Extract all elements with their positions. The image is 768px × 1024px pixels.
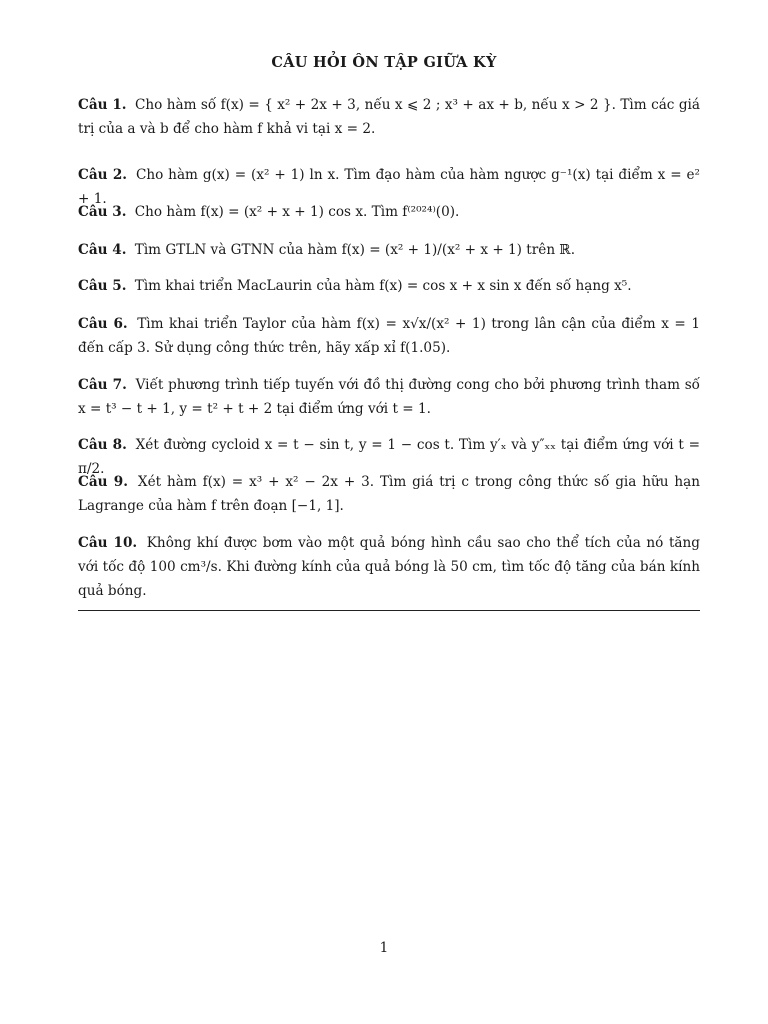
question-3 xyxy=(78,200,700,224)
question-text: Tìm khai triển MacLaurin của hàm f(x) = cos x + x sin x đến số hạng x⁵. xyxy=(134,278,632,294)
question-label: Câu 2. xyxy=(78,167,128,183)
question-10 xyxy=(78,531,700,603)
question-5 xyxy=(78,274,700,298)
question-text: Không khí được bơm vào một quả bóng hình cầu sao cho thể tích của nó tăng với tốc độ 100 cm³/s. Khi đường kính của quả bóng là 50 cm, tìm tốc độ tăng của bán kính quả bóng. xyxy=(78,535,700,599)
question-label: Câu 1. xyxy=(78,97,127,113)
question-label: Câu 3. xyxy=(78,204,127,220)
question-text: Cho hàm g(x) = (x² + 1) ln x. Tìm đạo hàm của hàm ngược g⁻¹(x) tại điểm x = e² + 1. xyxy=(78,167,701,207)
question-label: Câu 4. xyxy=(78,242,127,258)
question-text: Tìm GTLN và GTNN của hàm f(x) = (x² + 1)/(x² + x + 1) trên ℝ. xyxy=(134,242,576,258)
question-label: Câu 8. xyxy=(78,437,127,453)
horizontal-rule xyxy=(78,610,700,611)
question-label: Câu 9. xyxy=(78,474,129,490)
page-title: CÂU HỎI ÔN TẬP GIỮA KỲ xyxy=(271,54,497,71)
question-text: Xét hàm f(x) = x³ + x² − 2x + 3. Tìm giá trị c trong công thức số gia hữu hạn Lagrange của hàm f trên đoạn [−1, 1]. xyxy=(78,474,700,514)
question-text: Tìm khai triển Taylor của hàm f(x) = x√x/(x² + 1) trong lân cận của điểm x = 1 đến cấp 3. Sử dụng công thức trên, hãy xấp xỉ f(1.05). xyxy=(78,316,700,356)
question-7 xyxy=(78,373,700,421)
question-1 xyxy=(78,93,700,141)
page-number: 1 xyxy=(379,940,389,956)
question-label: Câu 10. xyxy=(78,535,138,551)
question-text: Cho hàm f(x) = (x² + x + 1) cos x. Tìm f⁽²⁰²⁴⁾(0). xyxy=(134,204,460,220)
question-label: Câu 6. xyxy=(78,316,128,332)
question-text: Xét đường cycloid x = t − sin t, y = 1 − cos t. Tìm y′ₓ và y″ₓₓ tại điểm ứng với t = π/2. xyxy=(78,437,700,477)
question-text: Viết phương trình tiếp tuyến với đồ thị đường cong cho bởi phương trình tham số x = t³ − t + 1, y = t² + t + 2 tại điểm ứng với t = 1. xyxy=(78,377,700,417)
question-label: Câu 7. xyxy=(78,377,127,393)
question-text: Cho hàm số f(x) = { x² + 2x + 3, nếu x ⩽ 2 ; x³ + ax + b, nếu x > 2 }. Tìm các giá trị của a và b để cho hàm f khả vi tại x = 2. xyxy=(78,97,700,137)
question-9 xyxy=(78,470,700,518)
question-label: Câu 5. xyxy=(78,278,127,294)
question-4 xyxy=(78,238,700,262)
question-6 xyxy=(78,312,700,360)
